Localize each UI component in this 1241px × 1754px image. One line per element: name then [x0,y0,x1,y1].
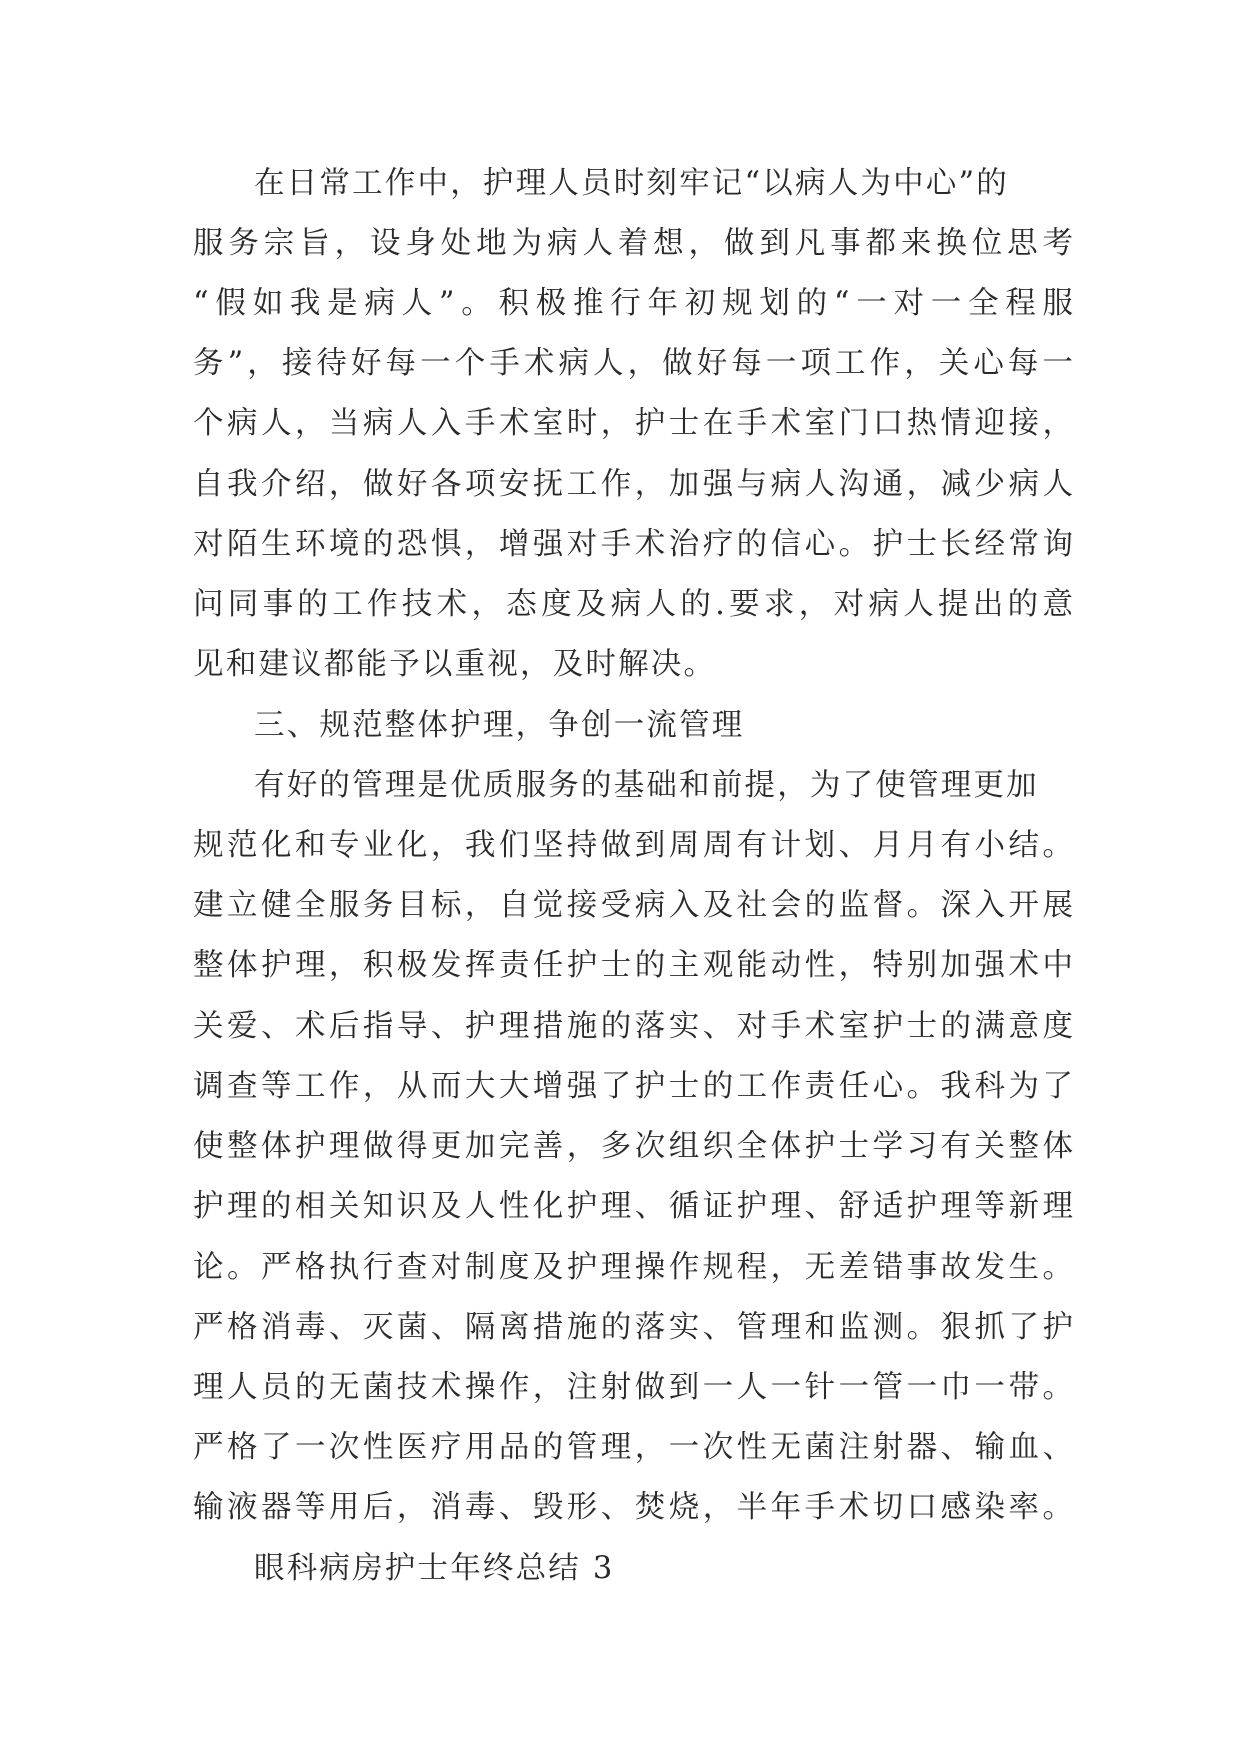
paragraph-line: 调查等工作，从而大大增强了护士的工作责任心。我科为了 [193,1069,1073,1104]
paragraph-line: 个病人，当病人入手术室时，护士在手术室门口热情迎接， [193,406,1073,441]
paragraph-line: 使整体护理做得更加完善，多次组织全体护士学习有关整体 [193,1129,1073,1164]
paragraph-line: 严格消毒、灭菌、隔离措施的落实、管理和监测。狠抓了护 [193,1310,1073,1345]
paragraph-line: 对陌生环境的恐惧，增强对手术治疗的信心。护士长经常询 [193,527,1073,562]
paragraph-line: 关爱、术后指导、护理措施的落实、对手术室护士的满意度 [193,1009,1073,1044]
paragraph-line: 问同事的工作技术，态度及病人的.要求，对病人提出的意 [193,587,1073,622]
paragraph-line: 严格了一次性医疗用品的管理，一次性无菌注射器、输血、 [193,1430,1073,1465]
paragraph-line: 建立健全服务目标，自觉接受病入及社会的监督。深入开展 [193,888,1073,923]
section-heading: 三、规范整体护理，争创一流管理 [254,708,745,743]
paragraph-line: “假如我是病人”。积极推行年初规划的“一对一全程服 [193,286,1073,321]
paragraph-line: 整体护理，积极发挥责任护士的主观能动性，特别加强术中 [193,948,1073,983]
paragraph-line: 在日常工作中，护理人员时刻牢记“以病人为中心”的 [254,166,1009,201]
paragraph-line: 护理的相关知识及人性化护理、循证护理、舒适护理等新理 [193,1189,1073,1224]
paragraph-line: 输液器等用后，消毒、毁形、焚烧，半年手术切口感染率。 [193,1490,1073,1525]
paragraph-line: 有好的管理是优质服务的基础和前提，为了使管理更加 [254,768,1039,803]
paragraph-line: 规范化和专业化，我们坚持做到周周有计划、月月有小结。 [193,828,1073,863]
paragraph-line: 见和建议都能予以重视，及时解决。 [193,647,717,682]
section-title: 眼科病房护士年终总结 3 [254,1551,615,1586]
paragraph-line: 理人员的无菌技术操作，注射做到一人一针一管一巾一带。 [193,1370,1073,1405]
paragraph-line: 务”，接待好每一个手术病人，做好每一项工作，关心每一 [193,346,1073,381]
paragraph-line: 服务宗旨，设身处地为病人着想，做到凡事都来换位思考 [193,226,1073,261]
paragraph-line: 论。严格执行查对制度及护理操作规程，无差错事故发生。 [193,1250,1073,1285]
paragraph-line: 自我介绍，做好各项安抚工作，加强与病人沟通，减少病人 [193,467,1073,502]
